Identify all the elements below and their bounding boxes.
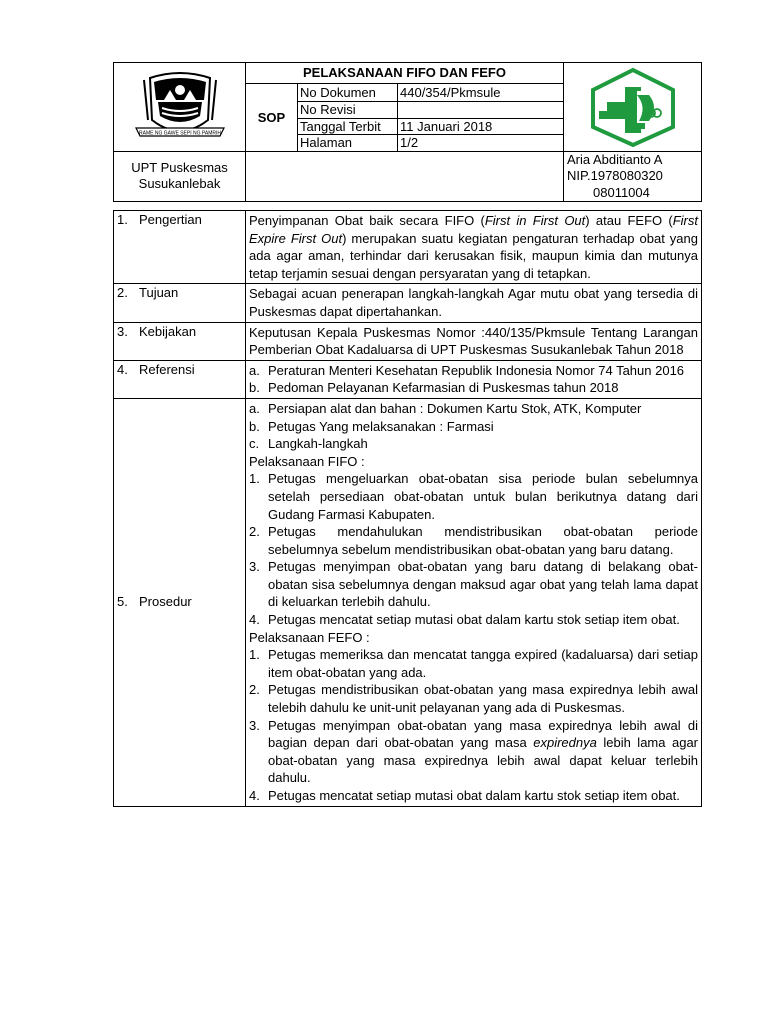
document-title: PELAKSANAAN FIFO DAN FEFO [246,63,564,84]
section-label [114,360,246,398]
puskesmas-logo-cell [564,63,702,152]
section-content: Sebagai acuan penerapan langkah-langkah Agar mutu obat yang tersedia di Puskesmas dapat dipertahankan. [246,284,702,322]
section-content [246,360,702,398]
section-row [114,360,702,398]
signer-name: Aria Abditianto A [567,152,663,167]
regency-emblem-icon [130,70,230,144]
signer-nip: 08011004 [593,184,650,200]
meta-label: No Revisi [298,102,398,119]
puskesmas-logo-icon [587,67,679,147]
list-item: 3. Petugas menyimpan obat-obatan yang baru datang di belakang obat-obatan sisa sebelumnya dengan maksud agar obat yang telah lama dapat di keluarkan terlebih dahulu. [249,559,698,610]
meta-label: No Dokumen [298,84,398,102]
emblem-motto: RAME NG GAWE SEPI NG PAMRIH [138,130,221,137]
unit-line: UPT Puskesmas [131,160,228,176]
sop-body-table [113,210,702,807]
section-label [114,398,246,806]
section-row [114,398,702,806]
section-number: 4. [117,361,128,377]
section-row [114,322,702,360]
section-title: Referensi [139,361,195,377]
list-item: c. Langkah-langkah [249,436,368,452]
section-number: 3. [117,323,128,339]
meta-value [398,102,564,119]
list-item: b. Pedoman Pelayanan Kefarmasian di Puskesmas tahun 2018 [249,380,619,396]
meta-value: 11 Januari 2018 [398,118,564,135]
section-number: 1. [117,212,128,227]
list-item: 1. Petugas mengeluarkan obat-obatan sisa periode bulan sebelumnya setelah persediaan obat-obatan untuk bulan berikutnya datang dari Gudang Farmasi Kabupaten. [249,471,698,522]
subheading: Pelaksanaan FIFO : [249,453,365,469]
section-label [114,322,246,360]
sop-header-table [113,62,702,202]
section-title: Pengertian [139,212,202,227]
section-row [114,284,702,322]
meta-label: Tanggal Terbit [298,118,398,135]
list-item: a. Peraturan Menteri Kesehatan Republik Indonesia Nomor 74 Tahun 2016 [249,362,685,378]
section-row [114,211,702,284]
section-content: Penyimpanan Obat baik secara FIFO (First in First Out) atau FEFO (First Expire First Out) merupakan suatu kegiatan pengaturan terhadap obat yang ada agar aman, terhindar dari kerusakan fisik, maupun kimia dan mutunya tetap terjamin sesuai dengan persyaratan yang di tetapkan. [246,211,702,284]
list-item: 3. Petugas menyimpan obat-obatan yang masa expirednya lebih awal di bagian depan dari obat-obatan yang masa expirednya lebih lama agar obat-obatan yang masa expirednya lebih awal dapat keluar terlebih dahulu. [249,717,698,786]
empty-cell [246,152,564,202]
section-content: Keputusan Kepala Puskesmas Nomor :440/135/Pkmsule Tentang Larangan Pemberian Obat Kadaluarsa di UPT Puskesmas Susukanlebak Tahun 2018 [246,322,702,360]
signer-nip: NIP.1978080320 [567,168,663,184]
meta-value: 440/354/Pkmsule [398,84,564,102]
section-label [114,211,246,284]
meta-label: Halaman [298,135,398,152]
sop-label: SOP [246,84,298,152]
list-item: 1. Petugas memeriksa dan mencatat tangga expired (kadaluarsa) dari setiap item obat-obatan yang ada. [249,647,698,680]
section-number: 2. [117,285,128,301]
meta-value: 1/2 [398,135,564,152]
unit-line: Susukanlebak [138,176,221,192]
list-item: a. Persiapan alat dan bahan : Dokumen Kartu Stok, ATK, Komputer [249,400,642,416]
subheading: Pelaksanaan FEFO : [249,629,370,645]
section-label [114,284,246,322]
regency-logo-cell [114,63,246,152]
list-item: 2. Petugas mendahulukan mendistribusikan obat-obatan periode sebelumnya sebelum mendistribusikan obat-obatan yang baru datang. [249,524,698,557]
section-title: Tujuan [139,285,179,301]
section-title: Prosedur [139,594,192,610]
signer-cell [564,152,702,202]
section-number: 5. [117,594,128,610]
list-item: 4. Petugas mencatat setiap mutasi obat dalam kartu stok setiap item obat. [249,612,680,628]
section-content [246,398,702,806]
unit-name-cell [114,152,246,202]
list-item: 4. Petugas mencatat setiap mutasi obat dalam kartu stok setiap item obat. [249,788,680,803]
section-title: Kebijakan [139,323,197,339]
list-item: 2. Petugas mendistribusikan obat-obatan yang masa expirednya lebih awal telebih dahulu ke unit-unit pelayanan yang ada di Puskesmas. [249,682,698,716]
list-item: b. Petugas Yang melaksanakan : Farmasi [249,418,494,434]
